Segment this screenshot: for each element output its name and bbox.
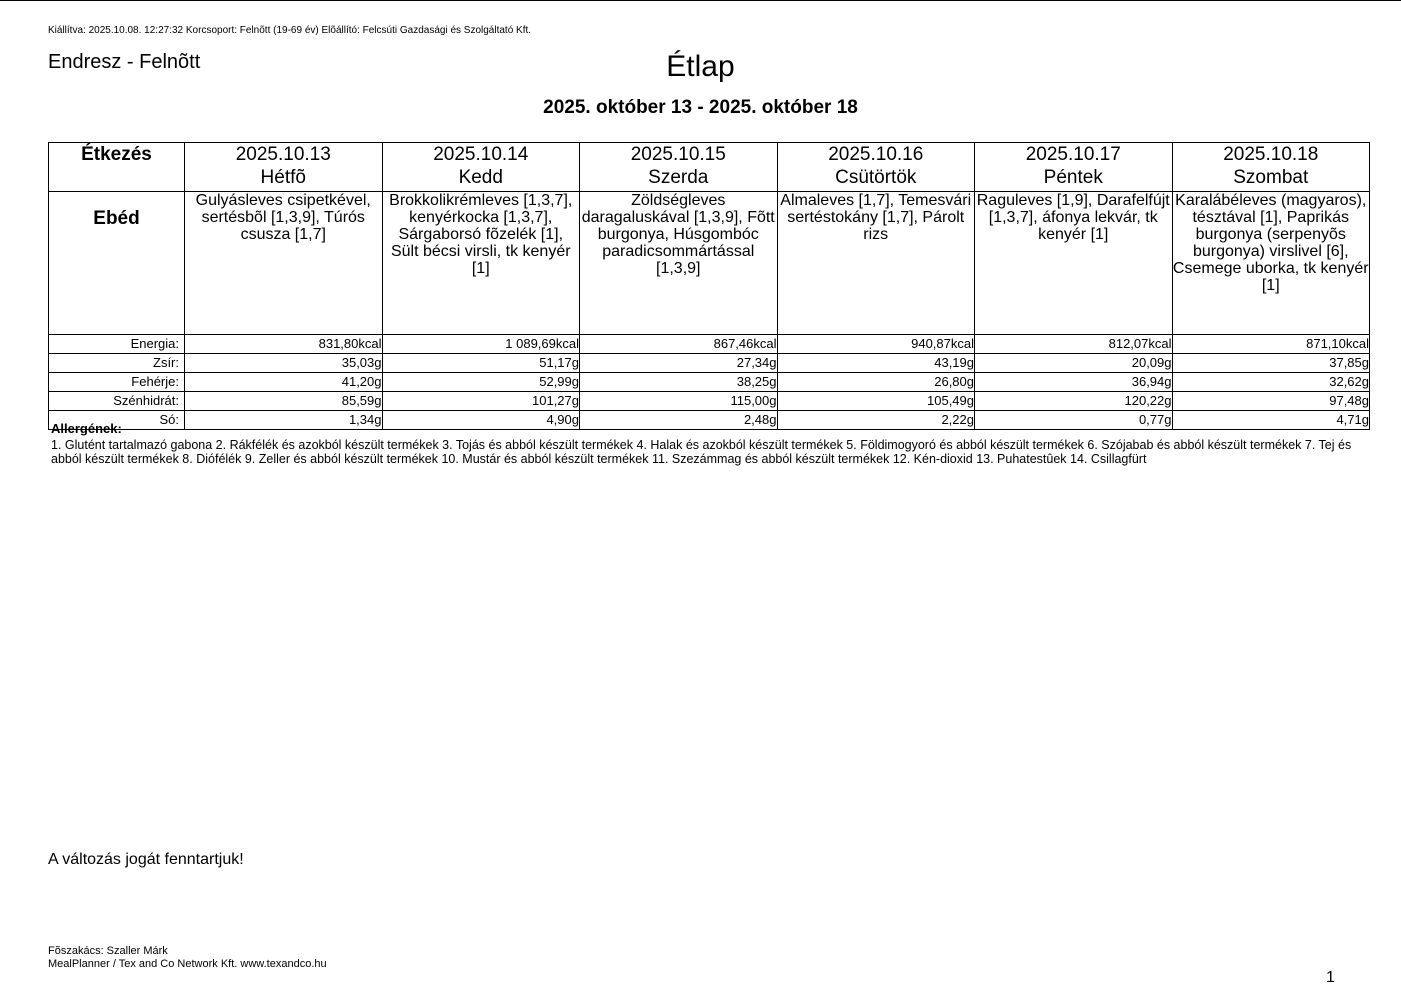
nutrition-value: 831,80kcal <box>185 335 383 354</box>
nutrition-value: 26,80g <box>777 373 975 392</box>
nutrition-label: Szénhidrát: <box>49 392 185 411</box>
day-name: Csütörtök <box>835 167 917 188</box>
day-header <box>382 143 580 192</box>
nutrition-value: 37,85g <box>1172 354 1370 373</box>
day-date: 2025.10.16 <box>828 144 924 165</box>
nutrition-value: 4,90g <box>382 411 580 430</box>
nutrition-value: 97,48g <box>1172 392 1370 411</box>
nutrition-value: 4,71g <box>1172 411 1370 430</box>
nutrition-value: 85,59g <box>185 392 383 411</box>
nutrition-value: 41,20g <box>185 373 383 392</box>
nutrition-value: 812,07kcal <box>975 335 1173 354</box>
nutrition-value: 32,62g <box>1172 373 1370 392</box>
head-chef: Fõszakács: Szaller Márk <box>48 945 168 957</box>
nutrition-value: 20,09g <box>975 354 1173 373</box>
day-date: 2025.10.18 <box>1223 144 1319 165</box>
change-notice: A változás jogát fenntartjuk! <box>48 851 244 868</box>
meal-cell: Raguleves [1,9], Darafelfújt [1,3,7], áfonya lekvár, tk kenyér [1] <box>975 192 1173 335</box>
allergens-title: Allergének: <box>51 421 122 436</box>
day-date: 2025.10.17 <box>1025 144 1121 165</box>
meal-cell: Zöldségleves daragaluskával [1,3,9], Fõtt burgonya, Húsgombóc paradicsommártással [1,3,9] <box>580 192 778 335</box>
nutrition-value: 1,34g <box>185 411 383 430</box>
nutrition-value: 115,00g <box>580 392 778 411</box>
day-header <box>777 143 975 192</box>
day-date: 2025.10.15 <box>630 144 726 165</box>
nutrition-value: 35,03g <box>185 354 383 373</box>
day-header <box>1172 143 1370 192</box>
meal-cell: Brokkolikrémleves [1,3,7], kenyérkocka [1,3,7], Sárgaborsó fõzelék [1], Sült bécsi virsli, tk kenyér [1] <box>382 192 580 335</box>
nutrition-row-salt <box>49 411 1370 430</box>
nutrition-value: 120,22g <box>975 392 1173 411</box>
nutrition-row-energy <box>49 335 1370 354</box>
allergens-list: 1. Glutént tartalmazó gabona 2. Rákfélék és azokból készült termékek 3. Tojás és abból készült termékek 4. Halak és azokból készült termékek 5. Földimogyoró és abból készült termékek 6. Szójabab és abból készült termékek 7. Tej és abból készült termékek 8. Diófélék 9. Zeller és abból készült termékek 10. Mustár és abból készült termékek 11. Szezámmag és abból készült termékek 12. Kén-dioxid 13. Puhatestûek 14. Csillagfürt <box>51 438 1352 466</box>
day-name: Hétfõ <box>260 167 306 188</box>
producer-credit: MealPlanner / Tex and Co Network Kft. www.texandco.hu <box>48 958 327 970</box>
page-title: Étlap <box>666 50 735 83</box>
day-header <box>580 143 778 192</box>
nutrition-value: 27,34g <box>580 354 778 373</box>
date-range: 2025. október 13 - 2025. október 18 <box>543 97 858 118</box>
issue-meta-line: Kiállítva: 2025.10.08. 12:27:32 Korcsoport: Felnõtt (19-69 év) Elõállító: Felcsúti Gazdasági és Szolgáltató Kft. <box>48 25 532 36</box>
meal-cell: Karalábéleves (magyaros), tésztával [1], Paprikás burgonya (serpenyõs burgonya) virslivel [6], Csemege uborka, tk kenyér [1] <box>1172 192 1370 335</box>
table-header-row <box>49 143 1370 192</box>
nutrition-value: 2,22g <box>777 411 975 430</box>
nutrition-value: 871,10kcal <box>1172 335 1370 354</box>
nutrition-value: 2,48g <box>580 411 778 430</box>
day-header <box>185 143 383 192</box>
day-name: Szombat <box>1233 167 1309 188</box>
meal-column-header: Étkezés <box>49 143 185 192</box>
meal-name: Ebéd <box>49 192 185 335</box>
nutrition-value: 38,25g <box>580 373 778 392</box>
meal-cell: Almaleves [1,7], Temesvári sertéstokány [1,7], Párolt rizs <box>777 192 975 335</box>
page-number: 1 <box>1326 969 1335 986</box>
nutrition-value: 1 089,69kcal <box>382 335 580 354</box>
day-date: 2025.10.13 <box>235 144 331 165</box>
nutrition-value: 36,94g <box>975 373 1173 392</box>
day-name: Kedd <box>458 167 503 188</box>
day-name: Szerda <box>648 167 709 188</box>
nutrition-label: Só: <box>49 411 185 430</box>
nutrition-value: 43,19g <box>777 354 975 373</box>
meal-cell: Gulyásleves csipetkével, sertésbõl [1,3,9], Túrós csusza [1,7] <box>185 192 383 335</box>
nutrition-label: Fehérje: <box>49 373 185 392</box>
menu-table <box>48 142 1370 430</box>
day-header <box>975 143 1173 192</box>
nutrition-value: 52,99g <box>382 373 580 392</box>
nutrition-value: 0,77g <box>975 411 1173 430</box>
nutrition-row-fat <box>49 354 1370 373</box>
nutrition-value: 940,87kcal <box>777 335 975 354</box>
nutrition-row-carbohydrate <box>49 392 1370 411</box>
nutrition-value: 51,17g <box>382 354 580 373</box>
nutrition-row-protein <box>49 373 1370 392</box>
day-name: Péntek <box>1043 167 1103 188</box>
lunch-row <box>49 192 1370 335</box>
page-top-border <box>0 0 1401 1</box>
organization-title: Endresz - Felnõtt <box>48 51 201 73</box>
nutrition-value: 105,49g <box>777 392 975 411</box>
day-date: 2025.10.14 <box>433 144 529 165</box>
nutrition-value: 867,46kcal <box>580 335 778 354</box>
nutrition-label: Zsír: <box>49 354 185 373</box>
nutrition-label: Energia: <box>49 335 185 354</box>
nutrition-value: 101,27g <box>382 392 580 411</box>
